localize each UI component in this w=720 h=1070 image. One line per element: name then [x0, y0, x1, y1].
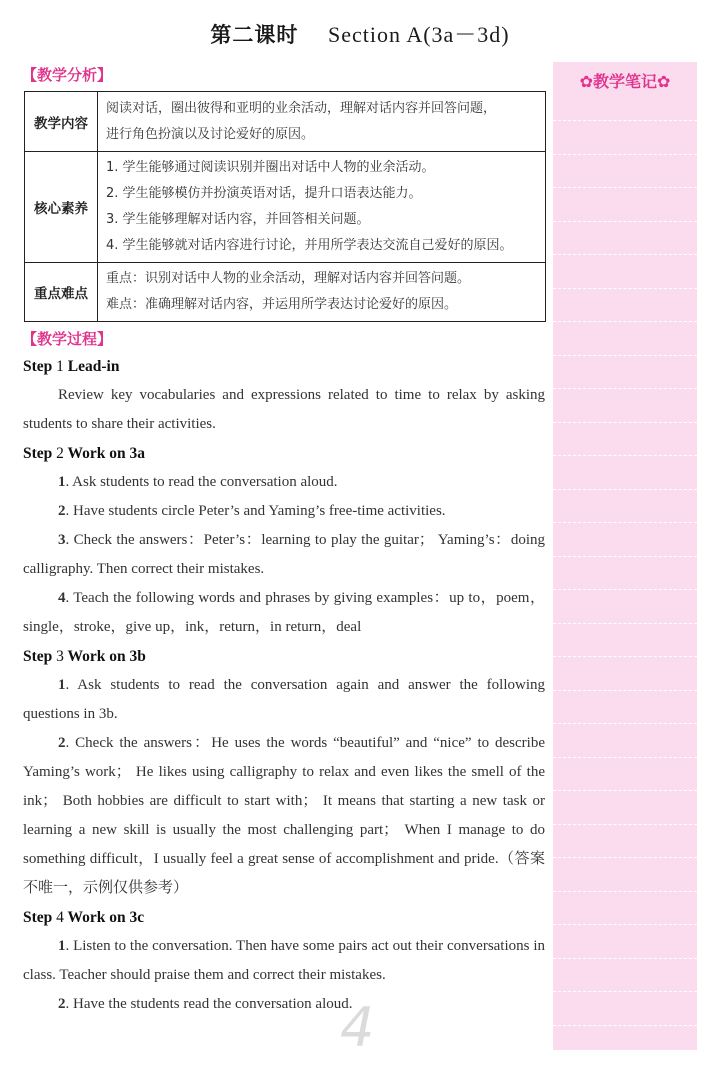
notes-ruling-line: [553, 288, 697, 289]
item-text: . Check the answers：He uses the words “beautiful” and “nice” to describe Yaming’s work； He likes using calligraphy to relax and even likes the smell of the ink； Both hobbies are difficult to start with； It means that starting a new task or learning a new skill is usually the most challenging part； When I manage to do something difficult，I usually feel a great sense of accomplishment and pride.（答案不唯一，示例仅供参考）: [23, 735, 545, 896]
step-number: 3: [56, 648, 64, 665]
notes-ruling-line: [553, 891, 697, 892]
item-text: . Have the students read the conversation aloud.: [65, 996, 353, 1012]
item-text: . Check the answers：Peter’s：learning to play the guitar； Yaming’s：doing calligraphy. Then correct their mistakes.: [23, 532, 545, 577]
notes-ruling-line: [553, 757, 697, 758]
step-prefix: Step: [23, 909, 53, 926]
page-mark: 4: [340, 996, 375, 1059]
step-prefix: Step: [23, 445, 53, 462]
notes-ruling-line: [553, 991, 697, 992]
item-number: 1: [58, 474, 66, 490]
notes-ruling-line: [553, 321, 697, 322]
item-number: 2: [58, 503, 66, 519]
paragraph: [23, 468, 545, 497]
item-number: 2: [58, 735, 66, 751]
item-text: . Ask students to read the conversation again and answer the following questions in 3b.: [23, 677, 545, 722]
notes-ruling-line: [553, 355, 697, 356]
notes-ruling-line: [553, 120, 697, 121]
notes-ruling-line: [553, 254, 697, 255]
row-value: [98, 263, 546, 322]
notes-panel: [553, 62, 697, 1050]
notes-ruling-line: [553, 388, 697, 389]
item-text: . Teach the following words and phrases by giving examples：up to，poem，single，stroke，give up，ink，return，in return，deal: [23, 590, 545, 635]
notes-ruling-line: [553, 690, 697, 691]
process-body: [23, 352, 545, 1019]
notes-ruling-line: [553, 857, 697, 858]
notes-ruling-line: [553, 589, 697, 590]
row-line: 2. 学生能够模仿并扮演英语对话，提升口语表达能力。: [106, 186, 422, 201]
item-number: 4: [58, 590, 66, 606]
notes-ruling-line: [553, 422, 697, 423]
item-text: . Ask students to read the conversation aloud.: [65, 474, 338, 490]
notes-ruling-line: [553, 187, 697, 188]
table-row: [25, 92, 546, 152]
item-number: 1: [58, 677, 66, 693]
page-title: [0, 18, 720, 49]
notes-ruling-line: [553, 455, 697, 456]
step-heading: [23, 439, 545, 468]
lesson-number: 第二课时: [210, 23, 299, 47]
paragraph: [23, 497, 545, 526]
analysis-heading: 【教学分析】: [22, 66, 113, 84]
step-heading: [23, 642, 545, 671]
notes-ruling-line: [553, 221, 697, 222]
row-line: 3. 学生能够理解对话内容，并回答相关问题。: [106, 212, 370, 227]
item-number: 3: [58, 532, 66, 548]
row-key: 核心素养: [25, 152, 98, 263]
row-line: 阅读对话，圈出彼得和亚明的业余活动，理解对话内容并回答问题，: [106, 100, 497, 116]
item-text: . Listen to the conversation. Then have some pairs act out their conversations in class. Teacher should praise them and correct their mistakes.: [23, 938, 545, 983]
row-line: 重点：识别对话中人物的业余活动，理解对话内容并回答问题。: [106, 271, 471, 286]
notes-ruling-line: [553, 790, 697, 791]
row-line: 进行角色扮演以及讨论爱好的原因。: [106, 126, 315, 142]
paragraph: Review key vocabularies and expressions related to time to relax by asking students to share their activities.: [23, 387, 545, 432]
step-title: Work on 3a: [67, 445, 146, 462]
step-title: Lead-in: [67, 358, 120, 375]
paragraph: [23, 671, 545, 729]
step-title: Work on 3c: [67, 909, 145, 926]
row-key: 重点难点: [25, 263, 98, 322]
paragraph: [23, 932, 545, 990]
step-heading: [23, 352, 545, 381]
paragraph: [23, 990, 545, 1019]
notes-ruling-line: [553, 489, 697, 490]
notes-ruling-line: [553, 623, 697, 624]
notes-ruling-line: [553, 1025, 697, 1026]
item-number: 2: [58, 996, 66, 1012]
item-number: 1: [58, 938, 66, 954]
notes-ruling-line: [553, 924, 697, 925]
step-prefix: Step: [23, 648, 53, 665]
process-heading: 【教学过程】: [22, 330, 113, 348]
notes-ruling-line: [553, 522, 697, 523]
section-title: Section A(3a－3d): [328, 22, 510, 47]
analysis-table: [24, 91, 546, 322]
notes-ruling-line: [553, 656, 697, 657]
row-value: [98, 152, 546, 263]
table-row: [25, 263, 546, 322]
step-heading: [23, 903, 545, 932]
step-prefix: Step: [23, 358, 53, 375]
paragraph: [23, 526, 545, 584]
paragraph: [23, 729, 545, 903]
step-number: 4: [56, 909, 64, 926]
item-text: . Have students circle Peter’s and Yaming’s free-time activities.: [65, 503, 446, 519]
row-line: 4. 学生能够就对话内容进行讨论，并用所学表达交流自己爱好的原因。: [106, 238, 513, 253]
notes-ruling-line: [553, 958, 697, 959]
row-line: 难点：准确理解对话内容，并运用所学表达讨论爱好的原因。: [106, 297, 458, 312]
row-key: 教学内容: [25, 92, 98, 152]
row-line: 1. 学生能够通过阅读识别并圈出对话中人物的业余活动。: [106, 160, 435, 175]
step-title: Work on 3b: [67, 648, 146, 665]
notes-title: ✿教学笔记✿: [579, 72, 671, 91]
step-number: 2: [56, 445, 64, 462]
step-number: 1: [56, 358, 64, 375]
table-row: [25, 152, 546, 263]
notes-ruling-line: [553, 556, 697, 557]
notes-ruling-line: [553, 154, 697, 155]
paragraph: [23, 584, 545, 642]
row-value: [98, 92, 546, 152]
notes-ruling-line: [553, 824, 697, 825]
notes-ruling-line: [553, 723, 697, 724]
